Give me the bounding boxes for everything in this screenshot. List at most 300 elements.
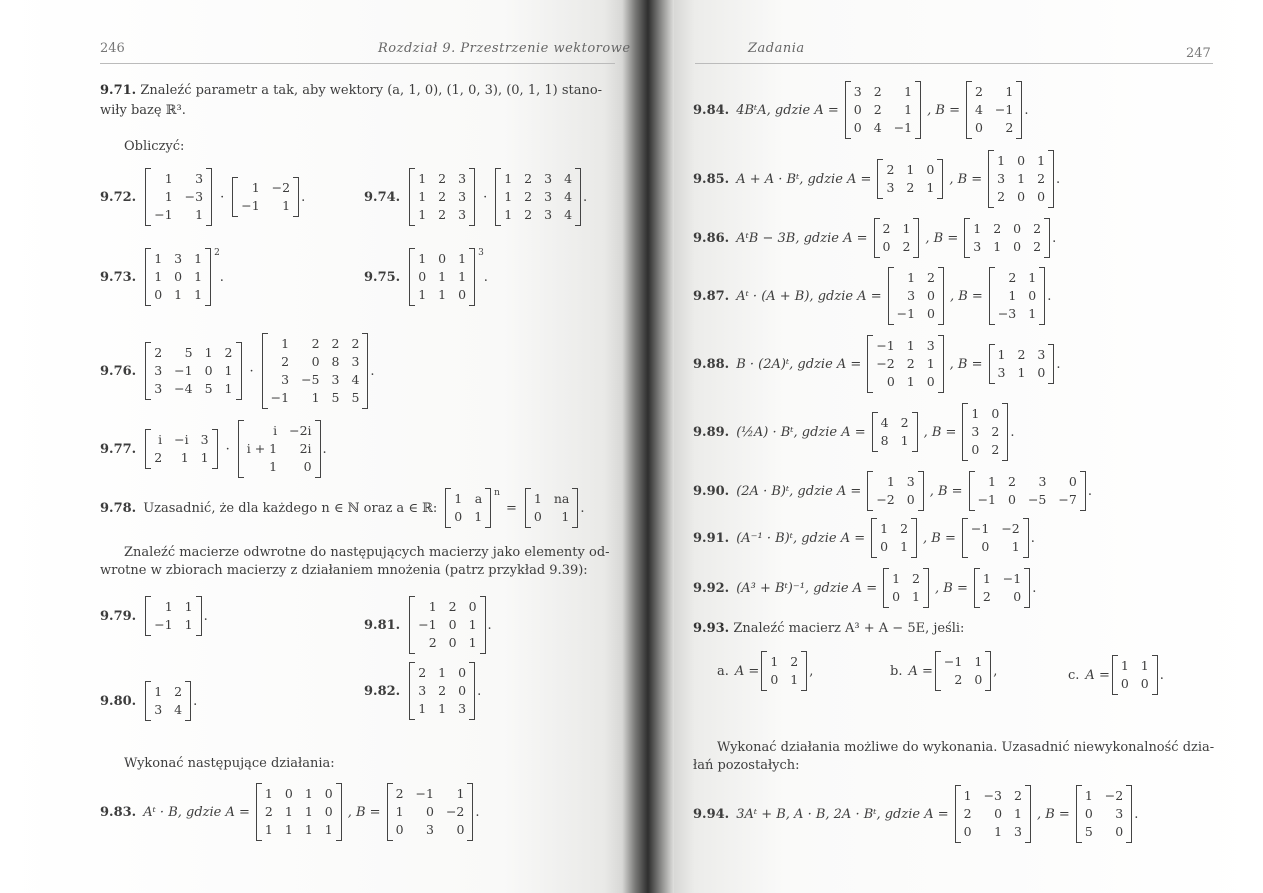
matrix-cell: 1 [988,474,996,489]
matrix-cell: 0 [963,824,972,839]
problem-number: 9.87. [693,288,730,304]
matrix-cell: 5 [184,345,193,360]
matrix-cell: 3 [853,84,862,99]
matrix [145,342,241,400]
matrix-cell: 0 [1008,492,1016,507]
matrix-cell: 1 [269,459,278,474]
matrix-cell: 1 [458,251,467,266]
matrix-cell: −2 [876,492,895,507]
matrix-cells [415,248,469,306]
matrix-cell: 1 [195,207,204,222]
matrix-cell: 0 [1028,288,1037,303]
matrix-cell: −2 [271,180,291,195]
matrix-cell: 1 [504,189,513,204]
matrix-right-bracket [985,651,991,691]
matrix-cell: 2 [1037,171,1046,186]
matrix-right-bracket [1126,785,1132,843]
matrix-cell: 1 [154,251,163,266]
matrix-cell: 3 [926,338,935,353]
problem-number: 9.82. [364,683,401,699]
matrix-cell: 2 [912,571,920,586]
matrix-cells [501,168,575,226]
matrix [872,412,918,452]
expression: 3Aᵗ + B, A · B, 2A · Bᵗ, gdzie A = [736,806,949,822]
matrix-cell: i + 1 [246,441,278,456]
matrix-cell: 0 [1140,676,1149,691]
matrix-cell: 1 [456,786,465,801]
matrix [955,785,1031,843]
matrix-cell: 1 [468,617,477,632]
matrix [145,248,211,306]
matrix-right-bracket [469,168,475,226]
matrix-cell: 0 [454,509,463,524]
exponent: 3 [478,248,484,258]
matrix-cells [268,333,363,409]
matrix-cell: 2 [438,207,447,222]
matrix-cell: 3 [973,239,982,254]
problem-9-82 [364,662,481,720]
expression: A = [908,663,933,679]
matrix-cell: −1 [943,654,963,669]
matrix-cell: −1 [970,521,990,536]
punctuation: . [1024,102,1029,118]
matrix-cells [151,596,195,636]
matrix-cell: 1 [1140,658,1149,673]
matrix-cell: 1 [264,822,273,837]
matrix-cell: 2 [1005,120,1014,135]
matrix-cell: 2 [418,665,427,680]
problem-number: 9.93. [693,621,730,636]
matrix-cell: 2 [524,207,533,222]
punctuation: . [1047,288,1052,304]
matrix-cell: 2 [154,345,163,360]
matrix [238,420,321,478]
matrix-cell: 1 [790,672,799,687]
problem-number: 9.72. [100,189,137,205]
matrix-cell: 2 [974,84,983,99]
expression: (2A · B)ᵗ, gdzie A = [736,483,862,499]
matrix-cell: 8 [880,433,889,448]
matrix-cell: 1 [533,491,542,506]
problem-9-75 [364,248,488,306]
matrix-cell: 2 [311,336,320,351]
matrix-cell: 0 [324,804,333,819]
matrix-cell: 1 [418,189,427,204]
matrix-cell: 1 [324,822,333,837]
matrix-cell: 1 [284,822,293,837]
matrix [871,518,917,558]
matrix-cell: 2 [524,171,533,186]
matrix-cells [941,651,985,691]
matrix-cell: 5 [1084,824,1093,839]
header-rule-right [695,63,1213,64]
matrix-cell: 0 [458,665,467,680]
matrix-cells [972,81,1016,139]
matrix-cells [151,681,185,721]
matrix-cell: 3 [1037,347,1046,362]
punctuation: . [487,617,492,633]
problem-9-84 [693,81,1029,139]
punctuation: . [193,693,198,709]
matrix-cell: 2 [873,102,882,117]
punctuation: . [580,500,585,516]
problem-9-79 [100,596,208,636]
problem-number: 9.89. [693,424,730,440]
matrix-cell: 2 [174,684,183,699]
matrix-cell: 0 [448,617,457,632]
equals-sign: = [505,500,517,516]
matrix-cells [244,420,315,478]
problem-9-76 [100,333,375,409]
matrix [867,471,923,511]
matrix [387,783,474,841]
matrix-cell: 1 [892,571,901,586]
matrix-cell: 1 [1017,365,1026,380]
matrix-cell: −1 [994,102,1014,117]
matrix-cells [151,168,206,226]
matrix-cell: 1 [454,491,463,506]
matrix-cell: 3 [1038,474,1047,489]
matrix [962,518,1029,558]
matrix-cell: 1 [418,171,427,186]
expression: 4BᵗA, gdzie A = [736,102,839,118]
matrix-cell: 2i [299,441,312,456]
matrix-cell: 1 [418,287,427,302]
matrix-cell: 3 [997,171,1006,186]
matrix-cell: 1 [224,381,233,396]
punctuation: . [219,269,224,285]
matrix-cell: 1 [982,571,991,586]
expression: B · (2A)ᵗ, gdzie A = [736,356,862,372]
matrix-cell: 0 [882,239,891,254]
matrix-cells [994,150,1048,208]
matrix-right-bracket [185,681,191,721]
matrix-right-bracket [915,81,921,139]
matrix [989,267,1045,325]
matrix-right-bracket [1048,150,1054,208]
expression: , B = [949,356,983,372]
matrix-cell: 0 [426,804,434,819]
matrix-cell: 1 [154,684,163,699]
problem-number: 9.81. [364,617,401,633]
punctuation: . [1056,171,1061,187]
matrix-cell: 0 [853,120,862,135]
matrix-cells [883,159,937,199]
matrix-cell: 1 [504,207,513,222]
sub-label: a. [717,663,729,679]
matrix-cell: 1 [204,345,213,360]
matrix [989,344,1055,384]
matrix-cell: 0 [1084,806,1093,821]
punctuation: . [1056,356,1061,372]
matrix-cells [968,403,1002,461]
matrix-cell: 1 [900,433,909,448]
matrix-cell: 0 [926,162,935,177]
matrix-cell: 1 [994,824,1003,839]
matrix-right-bracket [1023,518,1029,558]
matrix-cell: 0 [892,589,901,604]
matrix-cell: 1 [418,701,427,716]
matrix-cell: 8 [331,354,340,369]
matrix-cell: 1 [164,189,173,204]
matrix-cell: 1 [1014,806,1022,821]
matrix-cell: 1 [1120,658,1129,673]
expression: A = [734,663,760,679]
matrix-cell: 3 [200,432,209,447]
expression: , B = [935,580,968,596]
problem-number: 9.91. [693,530,730,546]
punctuation: , [993,663,998,679]
matrix-cell: 0 [974,672,983,687]
matrix-cell: −1 [241,198,260,213]
problem-9-94 [693,785,1138,843]
matrix-cell: 1 [184,617,193,632]
matrix-cells [873,471,917,511]
matrix-right-bracket [336,783,342,841]
matrix-cell: 0 [1037,189,1046,204]
matrix-cell: 1 [154,269,163,284]
matrix-cell: 2 [906,180,915,195]
matrix [935,651,991,691]
matrix-cell: 0 [311,354,320,369]
punctuation: . [322,441,327,457]
matrix-cell: 1 [993,239,1002,254]
matrix-cell: 2 [154,450,163,465]
matrix-cell: 0 [1013,239,1022,254]
matrix-cell: 1 [1011,539,1020,554]
matrix-cells [393,783,468,841]
matrix-cell: 0 [458,287,467,302]
matrix [988,150,1054,208]
matrix-cell: 2 [906,356,915,371]
problem-number: 9.94. [693,806,730,822]
matrix-cell: −4 [174,381,193,396]
punctuation: . [1030,530,1035,546]
matrix-cell: 2 [873,84,882,99]
problem-9-85 [693,150,1060,208]
matrix-cell: 1 [164,599,173,614]
matrix-cell: 1 [926,180,935,195]
matrix-cells [1082,785,1126,843]
matrix-cell: 1 [963,788,972,803]
matrix-cell: 0 [533,509,542,524]
matrix-cell: 3 [886,180,895,195]
matrix-cell: 0 [303,459,312,474]
problem-9-72 [100,168,305,226]
matrix-cell: −1 [174,363,193,378]
matrix-right-bracket [913,218,919,258]
matrix-cell: −2 [876,356,895,371]
matrix-cell: 0 [770,672,779,687]
matrix-right-bracket [937,159,943,199]
punctuation: . [475,804,480,820]
matrix-cell: 4 [564,207,573,222]
matrix-cell: 2 [351,336,360,351]
matrix-right-bracket [1039,267,1045,325]
matrix-cell: 0 [1013,589,1022,604]
matrix-cell: 1 [200,450,209,465]
problem-number: 9.80. [100,693,137,709]
matrix-cell: 4 [564,171,573,186]
matrix-cell: 1 [906,162,915,177]
matrix-cell: −2i [289,423,312,438]
matrix-cell: 1 [251,180,260,195]
problem-number: 9.71. [100,83,137,98]
matrix [867,335,943,393]
running-head-left: Rozdział 9. Przestrzenie wektorowe [378,41,631,56]
matrix-cells [851,81,915,139]
matrix-cell: 2 [982,589,991,604]
problem-number: 9.88. [693,356,730,372]
matrix [969,471,1086,511]
expression: , B = [923,530,956,546]
matrix-cells [961,785,1025,843]
matrix [845,81,921,139]
matrix-cell: 0 [974,120,983,135]
matrix-cell: 0 [174,269,183,284]
problem-number: 9.77. [100,441,137,457]
paragraph-line: Znaleźć macierze odwrotne do następujących macierzy jako elementy od- [124,545,610,560]
matrix-cell: 1 [194,287,203,302]
section-heading-compute: Obliczyć: [124,139,185,154]
problem-number: 9.78. [100,500,137,516]
problem-number: 9.84. [693,102,730,118]
matrix-cell: 2 [1033,239,1042,254]
matrix-cell: 0 [1037,365,1046,380]
matrix-cell: 0 [284,786,293,801]
matrix-cells [767,651,801,691]
matrix-cell: 1 [1084,788,1093,803]
matrix-cell: 2 [963,806,972,821]
punctuation: . [1010,424,1015,440]
matrix-cell: 1 [468,635,477,650]
matrix-cell: −1 [270,390,290,405]
matrix-cell: 1 [304,786,313,801]
matrix-cell: −1 [876,338,895,353]
matrix-cell: 3 [418,683,427,698]
matrix-cell: 3 [906,474,915,489]
matrix-cell: 4 [974,102,983,117]
matrix-cell: 1 [418,251,427,266]
matrix-cell: 0 [154,287,163,302]
matrix-cell: 2 [1017,347,1026,362]
matrix-cell: 2 [448,599,457,614]
matrix-cell: 1 [474,509,483,524]
matrix-cells [151,248,205,306]
punctuation: . [370,363,375,379]
problem-number: 9.74. [364,189,401,205]
matrix-cell: 1 [282,198,291,213]
matrix-cell: 0 [927,306,935,321]
matrix-cell: 2 [900,521,909,536]
matrix-cell: 0 [1013,221,1022,236]
matrix-cell: i [158,432,163,447]
matrix-cell: 3 [458,207,467,222]
matrix-cell: −1 [154,617,173,632]
problem-text-cont: wiły bazę ℝ³. [100,103,186,118]
punctuation: . [1159,667,1164,683]
problem-9-73 [100,248,224,306]
matrix [145,681,191,721]
expression: , B = [1036,806,1070,822]
expression: Aᵗ · (A + B), gdzie A = [736,288,882,304]
problem-number: 9.75. [364,269,401,285]
expression: (½A) · Bᵗ, gdzie A = [736,424,866,440]
matrix-cell: 0 [991,406,1000,421]
matrix-cell: 1 [1005,84,1014,99]
matrix [888,267,944,325]
header-rule-left [100,63,615,64]
matrix [409,596,485,654]
matrix-right-bracket [236,342,242,400]
punctuation: . [1032,580,1037,596]
matrix-cell: 0 [880,539,889,554]
matrix-cell: 1 [180,450,189,465]
problem-9-93-a [717,651,813,691]
matrix-cells [451,488,485,528]
matrix-right-bracket [293,177,299,217]
expression: (A⁻¹ · B)ᵗ, gdzie A = [736,530,866,546]
matrix [409,662,475,720]
punctuation: . [1052,230,1057,246]
matrix-cell: 3 [426,822,434,837]
matrix-cell: 1 [311,390,320,405]
matrix-cell: 3 [331,372,340,387]
matrix-cell: −1 [418,617,437,632]
matrix-cell: 2 [954,672,963,687]
matrix-cells [262,783,336,841]
matrix-cell: 1 [997,347,1006,362]
matrix-cell: 0 [1115,824,1124,839]
matrix-cell: 2 [900,415,909,430]
problem-number: 9.76. [100,363,137,379]
matrix [1112,655,1158,695]
matrix-cell: 0 [418,269,427,284]
exponent: 2 [214,248,220,258]
matrix-cell: 1 [304,804,313,819]
matrix-cell: 4 [873,120,882,135]
matrix-cell: 2 [927,270,935,285]
problem-number: 9.90. [693,483,730,499]
matrix-cell: 2 [281,354,290,369]
matrix-cell: 3 [154,363,163,378]
matrix-cell: 1 [264,786,273,801]
matrix-right-bracket [1025,785,1031,843]
matrix-cell: 1 [224,363,233,378]
matrix-cell: 0 [906,492,915,507]
matrix [877,159,943,199]
matrix-cell: 1 [973,221,982,236]
problem-text: Znaleźć macierz A³ + A − 5E, jeśli: [733,621,965,636]
problem-9-89 [693,403,1014,461]
matrix-cell: 0 [448,635,457,650]
matrix-cells [894,267,938,325]
matrix-cells [975,471,1080,511]
matrix-right-bracket [1024,568,1030,608]
matrix-cell: −3 [997,306,1017,321]
matrix-right-bracket [1044,218,1050,258]
matrix-cell: 0 [886,374,895,389]
expression: , B = [929,483,963,499]
punctuation: . [203,608,208,624]
matrix-cell: 0 [971,442,980,457]
problem-number: 9.85. [693,171,730,187]
matrix-cell: 2 [1014,788,1022,803]
matrix-cell: 2 [438,189,447,204]
matrix-cell: 1 [194,251,203,266]
expression: , B = [949,171,983,187]
problem-text: Znaleźć parametr a tak, aby wektory (a, 1, 0), (1, 0, 3), (0, 1, 1) stano- [140,83,603,98]
